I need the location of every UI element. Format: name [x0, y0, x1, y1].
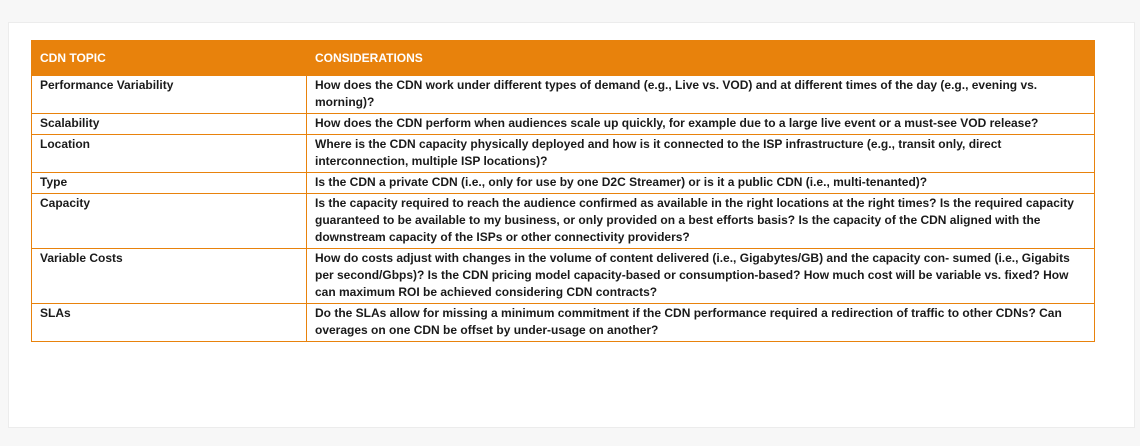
row-consideration: How do costs adjust with changes in the volume of content delivered (i.e., Gigabytes/GB) and the capacity con- sumed (i.e., Gigabits per second/Gbps)? Is the CDN pricing model capacity-based or consumption-based? How much cost will be variable vs. fixed? How can maximum ROI be achieved considering CDN contracts?: [307, 249, 1095, 304]
row-consideration: Is the capacity required to reach the audience confirmed as available in the right locations at the right times? Is the required capacity guaranteed to be available to my business, or only provided on a best efforts basis? Is the capacity of the CDN aligned with the downstream capacity of the ISPs or other connectivity providers?: [307, 194, 1095, 249]
header-considerations: CONSIDERATIONS: [307, 41, 1095, 76]
row-topic: Performance Variability: [32, 76, 307, 114]
row-topic: Scalability: [32, 114, 307, 135]
table-row: [32, 76, 1095, 114]
row-consideration: How does the CDN perform when audiences scale up quickly, for example due to a large live event or a must-see VOD release?: [307, 114, 1095, 135]
table-row: [32, 304, 1095, 342]
table-row: [32, 114, 1095, 135]
row-consideration: Is the CDN a private CDN (i.e., only for use by one D2C Streamer) or is it a public CDN (i.e., multi-tenanted)?: [307, 173, 1095, 194]
row-topic: Capacity: [32, 194, 307, 249]
row-consideration: How does the CDN work under different types of demand (e.g., Live vs. VOD) and at different times of the day (e.g., evening vs. morning)?: [307, 76, 1095, 114]
row-topic: Type: [32, 173, 307, 194]
row-topic: Variable Costs: [32, 249, 307, 304]
row-topic: Location: [32, 135, 307, 173]
cdn-considerations-table: [31, 40, 1095, 342]
table-header-row: [32, 41, 1095, 76]
table-row: [32, 249, 1095, 304]
table-row: [32, 194, 1095, 249]
row-consideration: Do the SLAs allow for missing a minimum commitment if the CDN performance required a redirection of traffic to other CDNs? Can overages on one CDN be offset by under-usage on another?: [307, 304, 1095, 342]
table-row: [32, 135, 1095, 173]
table-row: [32, 173, 1095, 194]
row-topic: SLAs: [32, 304, 307, 342]
header-cdn-topic: CDN TOPIC: [32, 41, 307, 76]
row-consideration: Where is the CDN capacity physically deployed and how is it connected to the ISP infrastructure (e.g., transit only, direct interconnection, multiple ISP locations)?: [307, 135, 1095, 173]
